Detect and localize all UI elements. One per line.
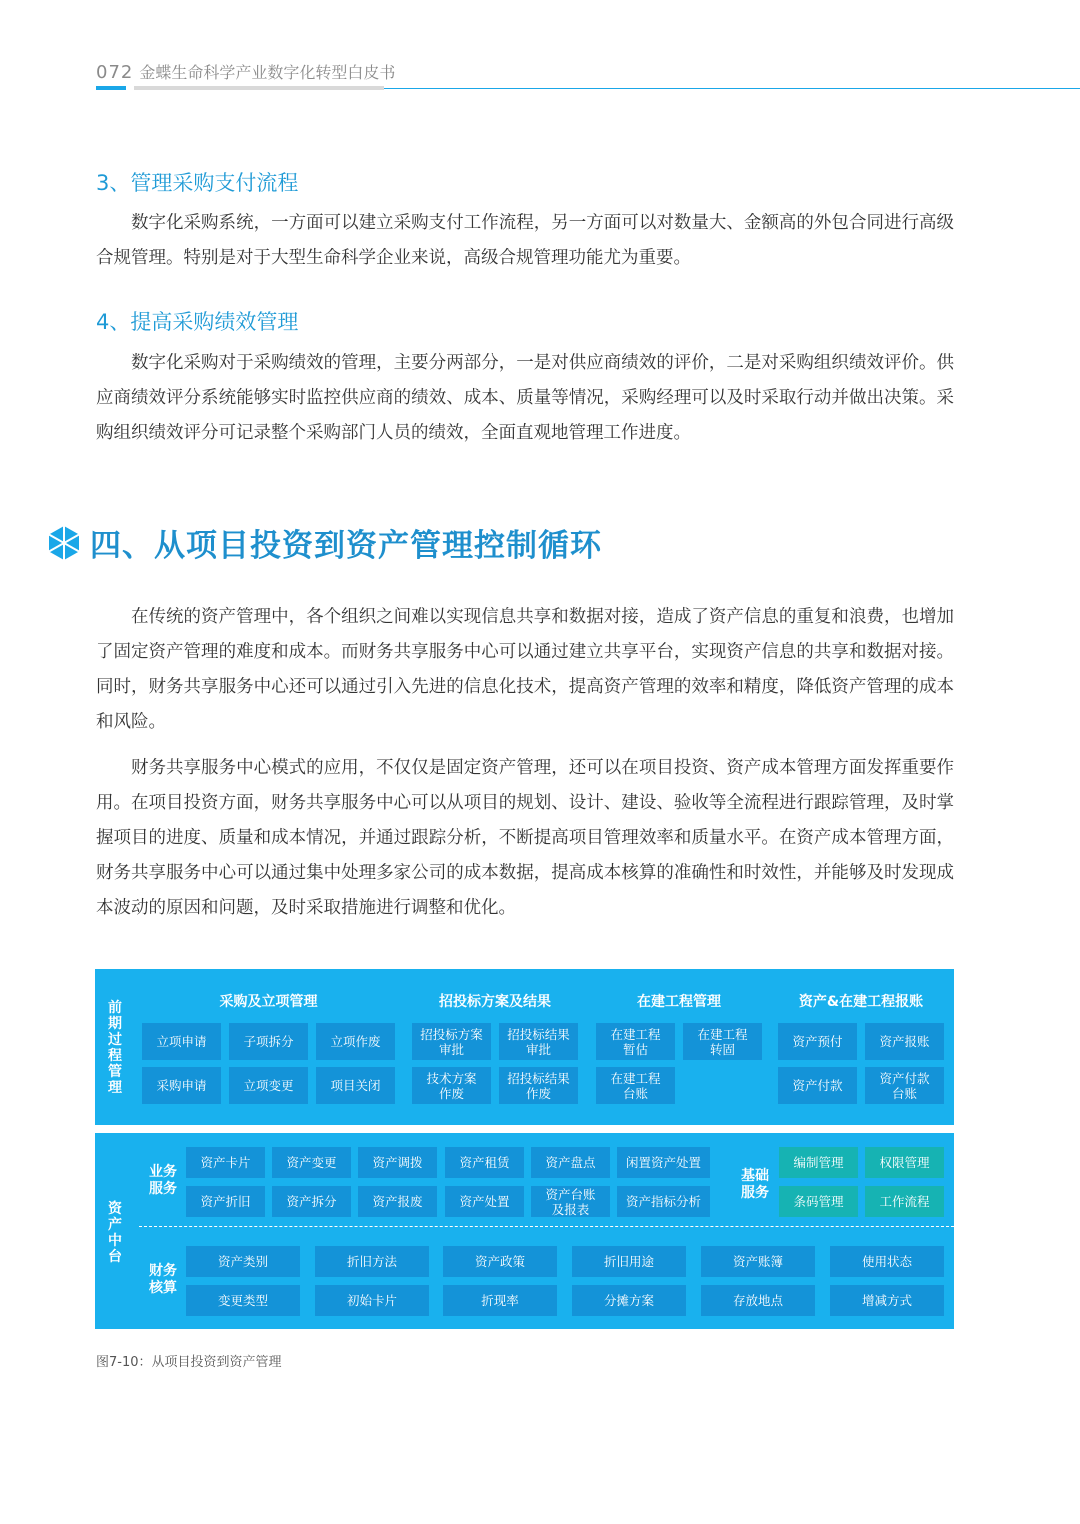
header-accent-rule xyxy=(96,86,126,90)
box-bid-plan-approval: 招投标方案 审批 xyxy=(412,1023,491,1060)
box-subitem-split: 子项拆分 xyxy=(229,1023,308,1060)
base-service-label: 基础服务 xyxy=(741,1168,769,1201)
box-asset-reimburse: 资产报账 xyxy=(865,1023,944,1060)
box-initial-card: 初始卡片 xyxy=(315,1285,429,1316)
box-asset-indicator-analysis: 资产指标分析 xyxy=(617,1186,710,1217)
box-workflow: 工作流程 xyxy=(865,1186,944,1217)
box-tech-plan-void: 技术方案 作废 xyxy=(412,1067,491,1104)
pre-process-panel xyxy=(95,969,954,1125)
box-asset-category: 资产类别 xyxy=(186,1246,300,1277)
box-project-void: 立项作废 xyxy=(316,1023,395,1060)
column-heading-construction: 在建工程管理 xyxy=(637,994,721,1010)
box-permission-management: 权限管理 xyxy=(865,1147,944,1178)
business-service-label: 业务服务 xyxy=(149,1164,177,1197)
asset-management-diagram xyxy=(95,969,954,1329)
finance-accounting-label: 财务核算 xyxy=(149,1263,177,1296)
box-asset-book: 资产账簿 xyxy=(701,1246,815,1277)
box-asset-prepay: 资产预付 xyxy=(778,1023,857,1060)
box-allocation-plan: 分摊方案 xyxy=(572,1285,686,1316)
chapter-heading xyxy=(48,520,602,565)
publication-title: 金蝶生命科学产业数字化转型白皮书 xyxy=(139,63,396,82)
box-staffing-management: 编制管理 xyxy=(779,1147,858,1178)
box-bid-result-void: 招投标结果 作废 xyxy=(499,1067,578,1104)
box-cip-ledger: 在建工程 台账 xyxy=(596,1067,675,1104)
section-paragraph-3: 数字化采购系统，一方面可以建立采购支付工作流程，另一方面可以对数量大、金额高的外包合同进行高级合规管理。特别是对于大型生命科学企业来说，高级合规管理功能尤为重要。 xyxy=(96,213,954,268)
box-depreciation-usage: 折旧用途 xyxy=(572,1246,686,1277)
box-project-change: 立项变更 xyxy=(229,1067,308,1104)
box-asset-depreciation: 资产折旧 xyxy=(186,1186,265,1217)
box-barcode-management: 条码管理 xyxy=(779,1186,858,1217)
box-project-application: 立项申请 xyxy=(142,1023,221,1060)
page-header xyxy=(96,60,395,83)
page-number: 072 xyxy=(96,62,134,83)
box-change-type: 变更类型 xyxy=(186,1285,300,1316)
section-heading-3: 3、管理采购支付流程 xyxy=(96,171,299,195)
chapter-paragraph-1: 在传统的资产管理中，各个组织之间难以实现信息共享和数据对接，造成了资产信息的重复和浪费，也增加了固定资产管理的难度和成本。而财务共享服务中心可以通过建立共享平台，实现资产信息的共享和数据对接。同时，财务共享服务中心还可以通过引入先进的信息化技术，提高资产管理的效率和精度，降低资产管理的成本和风险。 xyxy=(96,607,954,732)
figure-caption: 图7-10：从项目投资到资产管理 xyxy=(96,1355,282,1370)
box-depreciation-method: 折旧方法 xyxy=(315,1246,429,1277)
divider-dashed xyxy=(139,1226,954,1227)
box-asset-card: 资产卡片 xyxy=(186,1147,265,1178)
box-bid-result-approval: 招投标结果 审批 xyxy=(499,1023,578,1060)
box-project-close: 项目关闭 xyxy=(316,1067,395,1104)
pre-process-label: 前期过程管理 xyxy=(108,1000,122,1096)
asset-platform-panel xyxy=(95,1133,954,1329)
header-line xyxy=(384,88,1080,89)
asset-platform-label: 资产中台 xyxy=(108,1201,122,1265)
box-increase-decrease-method: 增减方式 xyxy=(830,1285,944,1316)
box-cip-estimate: 在建工程 暂估 xyxy=(596,1023,675,1060)
box-asset-change: 资产变更 xyxy=(272,1147,351,1178)
box-asset-payment: 资产付款 xyxy=(778,1067,857,1104)
section-heading-4: 4、提高采购绩效管理 xyxy=(96,310,299,334)
chapter-title: 四、从项目投资到资产管理控制循环 xyxy=(90,528,602,564)
box-asset-payment-ledger: 资产付款 台账 xyxy=(865,1067,944,1104)
box-usage-status: 使用状态 xyxy=(830,1246,944,1277)
hexagon-icon xyxy=(48,525,80,561)
box-asset-inventory: 资产盘点 xyxy=(531,1147,610,1178)
box-asset-ledger-report: 资产台账 及报表 xyxy=(531,1186,610,1217)
box-idle-asset-disposal: 闲置资产处置 xyxy=(617,1147,710,1178)
column-heading-reimbursement: 资产&在建工程报账 xyxy=(798,994,924,1010)
column-heading-procurement: 采购及立项管理 xyxy=(219,994,318,1010)
column-heading-bidding: 招投标方案及结果 xyxy=(439,994,551,1010)
box-asset-lease: 资产租赁 xyxy=(445,1147,524,1178)
box-asset-scrap: 资产报废 xyxy=(358,1186,437,1217)
box-cip-transfer: 在建工程 转固 xyxy=(683,1023,762,1060)
box-discount-rate: 折现率 xyxy=(443,1285,557,1316)
section-paragraph-4: 数字化采购对于采购绩效的管理，主要分两部分，一是对供应商绩效的评价，二是对采购组织绩效评价。供应商绩效评分系统能够实时监控供应商的绩效、成本、质量等情况，采购经理可以及时采取行动并做出决策。采购组织绩效评分可记录整个采购部门人员的绩效，全面直观地管理工作进度。 xyxy=(96,353,954,443)
box-asset-split: 资产拆分 xyxy=(272,1186,351,1217)
box-asset-policy: 资产政策 xyxy=(443,1246,557,1277)
box-purchase-request: 采购申请 xyxy=(142,1067,221,1104)
chapter-paragraph-2: 财务共享服务中心模式的应用，不仅仅是固定资产管理，还可以在项目投资、资产成本管理方面发挥重要作用。在项目投资方面，财务共享服务中心可以从项目的规划、设计、建设、验收等全流程进行跟踪管理，及时掌握项目的进度、质量和成本情况，并通过跟踪分析，不断提高项目管理效率和质量水平。在资产成本管理方面，财务共享服务中心可以通过集中处理多家公司的成本数据，提高成本核算的准确性和时效性，并能够及时发现成本波动的原因和问题，及时采取措施进行调整和优化。 xyxy=(96,758,954,918)
box-storage-location: 存放地点 xyxy=(701,1285,815,1316)
box-asset-transfer: 资产调拨 xyxy=(358,1147,437,1178)
box-asset-disposal: 资产处置 xyxy=(445,1186,524,1217)
header-gray-rule xyxy=(134,86,384,90)
